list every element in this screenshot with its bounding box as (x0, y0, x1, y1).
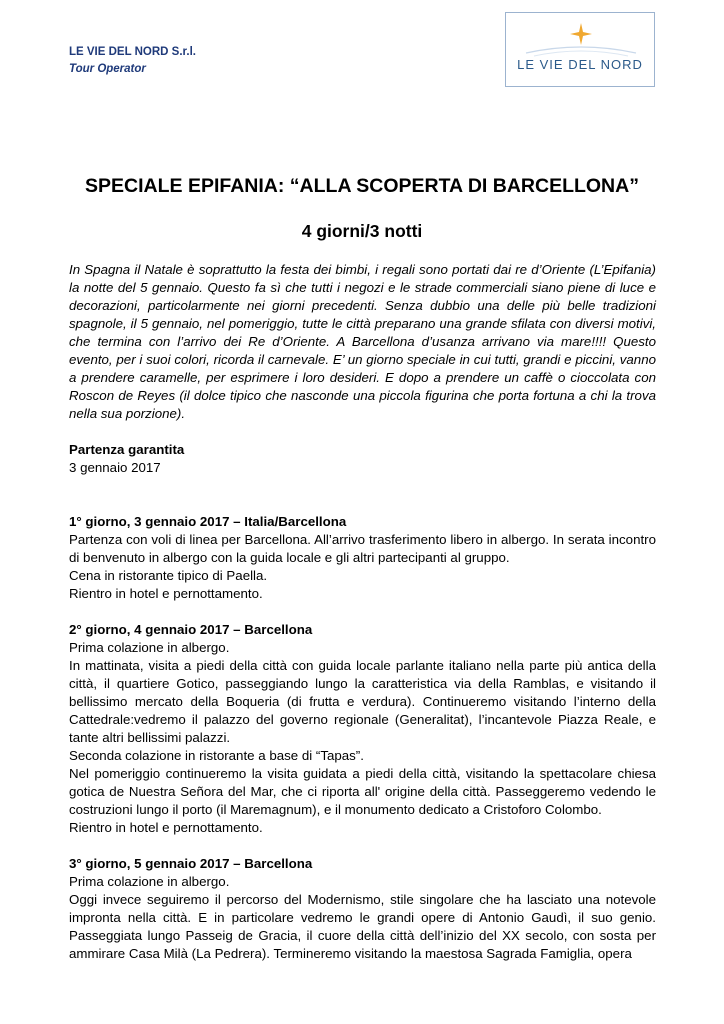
company-name: LE VIE DEL NORD S.r.l. (69, 46, 196, 58)
page-subtitle: 4 giorni/3 notti (301, 221, 423, 241)
logo-text: LE VIE DEL NORD (517, 57, 643, 72)
company-tagline: Tour Operator (69, 63, 146, 75)
day-line: Prima colazione in albergo. (69, 874, 230, 889)
day-heading: 2° giorno, 4 gennaio 2017 – Barcellona (69, 622, 313, 637)
day-line: In mattinata, visita a piedi della città con guida locale parlante italiano nella parte più antica della città, il quartiere Gotico, passeggiando lungo la caratteristica via della Ramblas, e visitando il bellissimo mercato della Boqueria (di frutta e verdura). Continueremo visitando l’interno della Cattedrale:vedremo il palazzo del governo regionale (Generalitat), l’incantevole Piazza Reale, e tante altri bellissimi palazzi. (69, 658, 656, 745)
day-heading: 1° giorno, 3 gennaio 2017 – Italia/Barcellona (69, 514, 347, 529)
day-line: Oggi invece seguiremo il percorso del Modernismo, stile singolare che ha lasciato una notevole impronta nella città. E in particolare vedremo le grandi opere di Antonio Gaudì, il suo genio. Passeggiata lungo Passeig de Gracia, il cuore della città dell’inizio del XX secolo, con sosta per ammirare Casa Milà (La Pedrera). Termineremo visitando la maestosa Sagrada Famiglia, opera (69, 892, 656, 961)
departure-label: Partenza garantita (69, 442, 185, 457)
company-logo (505, 12, 655, 87)
company-header (69, 44, 196, 78)
day-line: Partenza con voli di linea per Barcellona. All’arrivo trasferimento libero in albergo. In serata incontro di benvenuto in albergo con la guida locale e gli altri partecipanti al gruppo. (69, 532, 656, 565)
day-1-section (69, 513, 656, 603)
day-line: Prima colazione in albergo. (69, 640, 230, 655)
day-line: Cena in ristorante tipico di Paella. (69, 568, 268, 583)
page-title: SPECIALE EPIFANIA: “ALLA SCOPERTA DI BARCELLONA” (85, 175, 639, 197)
day-3-section (69, 855, 656, 963)
day-line: Rientro in hotel e pernottamento. (69, 820, 263, 835)
intro-paragraph: In Spagna il Natale è soprattutto la festa dei bimbi, i regali sono portati dai re d’Oriente (L’Epifania) la notte del 5 gennaio. Questo fa sì che tutti i negozi e le strade commerciali siano piene di luce e decorazioni, particolarmente nei giorni precedenti. Senza dubbio una delle più belle tradizioni spagnole, il 5 gennaio, nel pomeriggio, tutte le città preparano una grande sfilata con diversi motivi, che termina con l’arrivo dei Re d’Oriente. A Barcellona d’usanza arrivano via mare!!!! Questo evento, per i suoi colori, ricorda il carnevale. E’ un giorno speciale in cui tutti, grandi e piccini, vanno a prendere caramelle, per esprimere i loro desideri. E dopo a prendere un caffè o cioccolata con Roscon de Reyes (il dolce tipico che nasconde una piccola figurina che porta fortuna a chi la trova nella sua porzione). (69, 262, 656, 421)
day-line: Seconda colazione in ristorante a base di “Tapas”. (69, 748, 364, 763)
day-line: Nel pomeriggio continueremo la visita guidata a piedi della città, visitando la spettacolare chiesa gotica de Nuestra Señora del Mar, che ci riporta all' origine della città. Passeggeremo vedendo le costruzioni lungo il porto (il Maremagnum), e il monumento dedicato a Cristoforo Colombo. (69, 766, 656, 817)
day-2-section (69, 621, 656, 837)
day-heading: 3° giorno, 5 gennaio 2017 – Barcellona (69, 856, 313, 871)
logo-star-icon (506, 13, 656, 88)
departure-date: 3 gennaio 2017 (69, 460, 161, 475)
document-body (69, 261, 656, 963)
day-line: Rientro in hotel e pernottamento. (69, 586, 263, 601)
